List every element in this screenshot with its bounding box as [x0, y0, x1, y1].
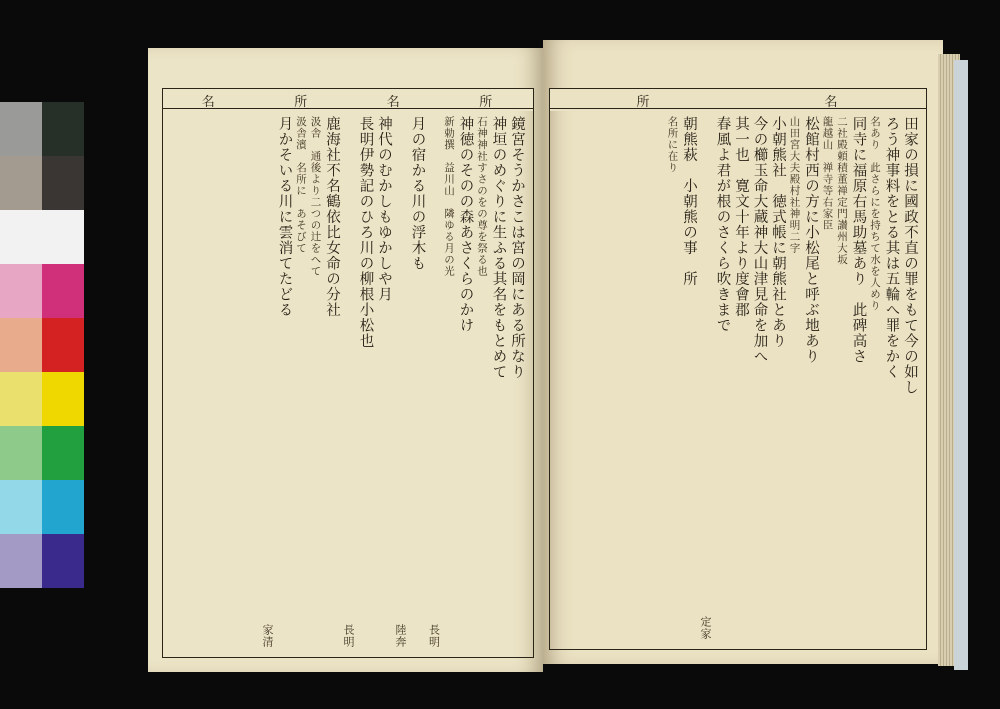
color-swatch [0, 372, 42, 426]
color-swatch [0, 264, 42, 318]
text-column: 名あり 此さらにを持ちて水を人めり [869, 116, 881, 312]
color-swatch [42, 156, 84, 210]
text-column: 同寺に福原右馬助墓あり 此碑高さ [850, 116, 867, 364]
calibration-row [0, 480, 84, 534]
text-column: 鹿海社不名鶴依比女命の分社 [324, 116, 340, 318]
book-cover-edge [954, 60, 968, 670]
text-column: 汲舎 通後より二つの辻をへて [309, 116, 322, 277]
color-swatch [42, 264, 84, 318]
calibration-row [0, 426, 84, 480]
text-column: 汲舎濱 名所に あそびて [295, 116, 307, 254]
text-column: 小朝熊社 徳式帳に朝熊社とあり [770, 116, 786, 349]
text-column: 神代のむかしもゆかしや月 [376, 116, 392, 302]
header-label: 名 [386, 94, 402, 110]
calibration-row [0, 210, 84, 264]
signature: 定家 [699, 616, 712, 640]
text-column: 新勅撰 益川山 隣ゆる月の光 [443, 116, 455, 277]
calibration-row [0, 102, 84, 156]
calibration-row [0, 534, 84, 588]
signature: 家清 [261, 624, 274, 648]
text-column: 鏡宮そうかさこは宮の岡にある所なり [509, 116, 525, 380]
text-column: 月の宿かる川の浮木も [409, 116, 426, 271]
color-swatch [0, 480, 42, 534]
color-swatch [42, 102, 84, 156]
text-column: 石神神社すさのをの尊を祭る也 [476, 116, 488, 277]
text-column: 其一也 寛文十年より度會郡 [733, 116, 749, 318]
left-page [148, 48, 543, 672]
text-column: 長明伊勢記のひろ川の柳根小松也 [357, 116, 374, 349]
text-column: 名所に在り [666, 116, 679, 174]
color-swatch [42, 480, 84, 534]
text-column: 神垣のめぐりに生ふる其名をもとめて [490, 116, 507, 380]
color-swatch [42, 372, 84, 426]
header-label: 所 [479, 94, 495, 110]
text-column: 田家の損に國政不直の罪をもて今の如し [902, 116, 918, 395]
text-column: 松館村西の方に小松尾と呼ぶ地あり [803, 116, 819, 364]
color-swatch [42, 210, 84, 264]
signature: 長明 [427, 624, 441, 648]
text-column: 今の櫛玉命大蔵神大山津見命を加へ [751, 116, 768, 364]
color-swatch [0, 156, 42, 210]
color-swatch [42, 318, 84, 372]
text-column: 龍越山 禅寺等右家臣 [821, 116, 834, 231]
header-label: 名 [824, 94, 840, 110]
color-swatch [0, 102, 42, 156]
color-swatch [0, 534, 42, 588]
text-column: 二社殿頼積董禅定門讃州大坂 [836, 116, 848, 266]
text-column: 朝熊萩 小朝熊の事 所 [681, 116, 697, 287]
open-book [148, 40, 968, 672]
calibration-row [0, 264, 84, 318]
color-swatch [0, 210, 42, 264]
calibration-row [0, 372, 84, 426]
color-swatch [0, 318, 42, 372]
text-column: 神徳のそのの森あさくらのかけ [457, 116, 474, 333]
header-label: 所 [636, 94, 652, 110]
header-label: 名 [201, 94, 217, 110]
signature: 陸奔 [394, 624, 407, 648]
text-column: 山田宮大夫殿村社神明二字 [788, 116, 801, 254]
right-page-text [551, 110, 923, 646]
text-column: 月かそいる川に雲消てたどる [276, 116, 293, 318]
signature: 長明 [342, 624, 355, 648]
text-column: 春風よ君が根のさくら吹きまで [714, 116, 731, 333]
color-swatch [0, 426, 42, 480]
text-column: ろう神事料をとる其は五輪へ罪をかく [883, 116, 900, 380]
color-swatch [42, 426, 84, 480]
header-label: 所 [294, 94, 310, 110]
color-swatch [42, 534, 84, 588]
right-page [543, 40, 943, 664]
calibration-row [0, 318, 84, 372]
calibration-row [0, 156, 84, 210]
color-calibration-strip [0, 102, 84, 588]
left-page-text [164, 110, 530, 654]
